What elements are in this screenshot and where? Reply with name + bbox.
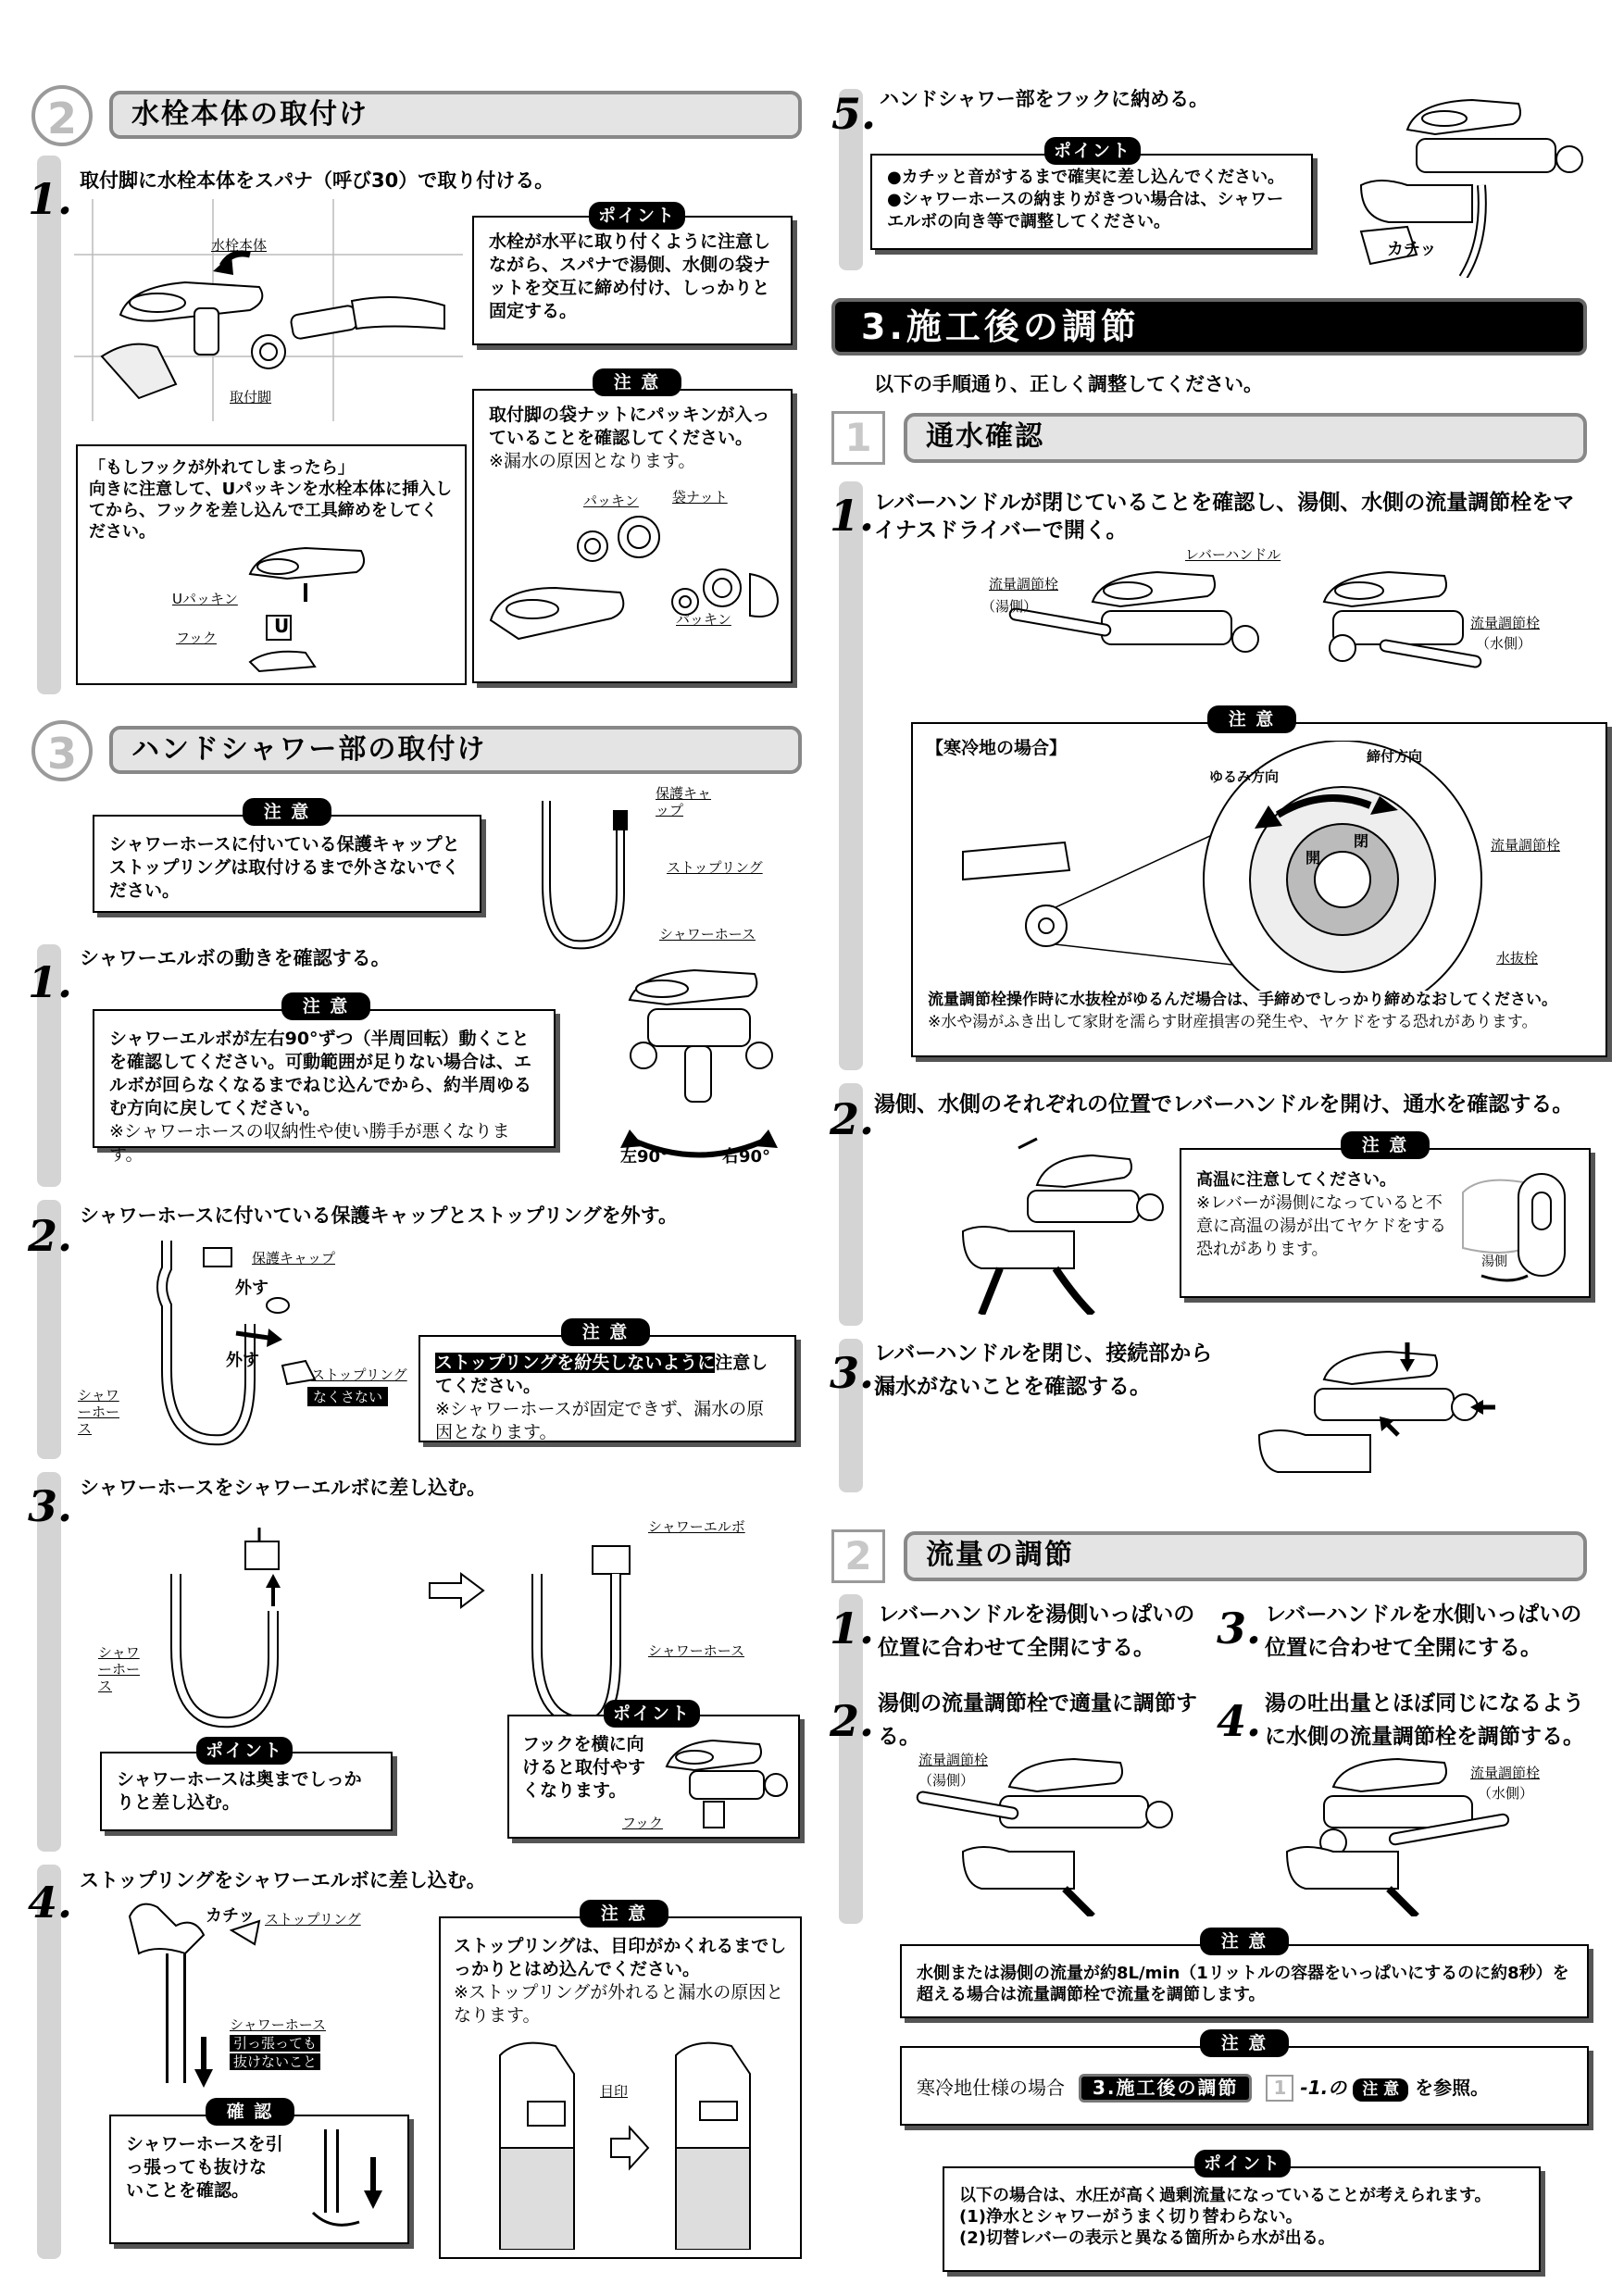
label-click: カチッ	[206, 1906, 256, 1926]
caution-text: 取付脚の袋ナットにパッキンが入っていることを確認してください。	[489, 405, 770, 448]
hook-side-illustration	[657, 1729, 796, 1831]
step5-point-box	[870, 154, 1313, 250]
elbow-rotation-illustration	[593, 954, 806, 1167]
step-text: 湯の吐出量とほぼ同じになるように水側の流量調節栓を調節する。	[1265, 1691, 1584, 1749]
label-hot-side: （湯側）	[981, 598, 1038, 615]
lever-hot-illustration	[1444, 1155, 1583, 1294]
sec3-caution-text: シャワーホースに付いている保護キャップとストップリングは取付けるまで外さないでください。	[109, 834, 460, 901]
label-left-90: 左90°	[620, 1147, 669, 1167]
shower-hose-illustration	[537, 792, 657, 958]
step-number: 3.	[28, 1481, 73, 1531]
point-tag: ポイント	[1044, 137, 1141, 165]
ref-pre: 寒冷地仕様の場合	[917, 2077, 1065, 2099]
label-protective-cap: 保護キャップ	[656, 785, 712, 818]
step-text: ハンドシャワー部をフックに納める。	[880, 88, 1209, 110]
label-faucet-body: 水栓本体	[211, 237, 268, 254]
sec3-caution-box	[93, 815, 481, 913]
step-text: レバーハンドルを湯側いっぱいの位置に合わせて全開にする。	[878, 1603, 1195, 1660]
label-right-90: 右90°	[722, 1147, 771, 1167]
hook-illustration	[231, 537, 380, 676]
caution-highlight: ストップリングを紛失しないように	[435, 1353, 716, 1373]
label-do-not-lose: なくさない	[307, 1387, 388, 1406]
water-flow-illustration	[944, 1129, 1167, 1315]
step-number: 2.	[830, 1094, 875, 1144]
sub2-title: 流量の調節	[904, 1531, 1587, 1581]
label-u-packing: Uパッキン	[172, 591, 238, 607]
label-mounting-leg: 取付脚	[230, 389, 272, 406]
open-valves-illustration	[991, 555, 1491, 694]
sub1-title: 通水確認	[904, 413, 1587, 463]
label-shower-elbow: シャワーエルボ	[648, 1518, 745, 1535]
label-stop-ring: ストップリング	[265, 1911, 361, 1928]
section-2-title: 水栓本体の取付け	[109, 91, 802, 139]
step-bar	[839, 481, 863, 1070]
pull-hose-illustration	[294, 2129, 396, 2239]
label-valve-hot: 流量調節栓	[989, 576, 1059, 593]
label-packing-1: パッキン	[583, 493, 639, 509]
point-tag: ポイント	[1194, 2150, 1291, 2177]
label-bag-nut: 袋ナット	[672, 489, 728, 505]
step-text: ストップリングをシャワーエルボに差し込む。	[80, 1869, 486, 1891]
confirm-text: シャワーホースを引っ張っても抜けないことを確認。	[126, 2134, 283, 2201]
caution-note: ※ストップリングが外れると漏水の原因となります。	[454, 1982, 784, 2026]
step-text: 取付脚に水栓本体をスパナ（呼び30）で取り付ける。	[80, 169, 555, 192]
label-stop-ring: ストップリング	[311, 1366, 407, 1383]
label-stop-ring: ストップリング	[667, 859, 763, 876]
step-text: シャワーホースに付いている保護キャップとストップリングを外す。	[80, 1204, 678, 1227]
ref-num: 1	[1266, 2075, 1293, 2102]
hook-title: 「もしフックが外れてしまったら」	[89, 458, 355, 478]
label-hot-side: （湯側）	[918, 1772, 975, 1789]
point-tag: ポイント	[604, 1700, 700, 1728]
label-lever-handle: レバーハンドル	[1185, 546, 1281, 563]
label-hook: フック	[176, 630, 217, 646]
packing-illustration	[481, 500, 787, 676]
ref-title: 3.施工後の調節	[1079, 2074, 1253, 2103]
ref-badge: 注 意	[1353, 2078, 1408, 2102]
insert-hose-illustration	[157, 1518, 343, 1731]
label-packing-2: パッキン	[676, 611, 731, 628]
step-text: レバーハンドルが閉じていることを確認し、湯側、水側の流量調節栓をマイナスドライバーで開く。	[874, 491, 1575, 543]
step-number: 4.	[1217, 1696, 1262, 1746]
sub1-number: 1	[831, 411, 885, 465]
label-valve-hot: 流量調節栓	[918, 1752, 989, 1768]
step-number: 1.	[28, 174, 73, 224]
step-text: シャワーエルボの動きを確認する。	[80, 947, 391, 969]
label-remove-2: 外す	[226, 1351, 259, 1370]
cold-note: ※水や湯がふき出して家財を濡らす財産損害の発生や、ヤケドをする恐れがあります。	[928, 1013, 1538, 1031]
point-text-2: ●シャワーホースの納まりがきつい場合は、シャワーエルボの向き等で調整してください。	[887, 190, 1284, 231]
step-text: 湯側、水側のそれぞれの位置でレバーハンドルを開け、通水を確認する。	[874, 1092, 1574, 1117]
point-tag: ポイント	[589, 202, 685, 230]
intro-text: 以下の手順通り、正しく調整してください。	[874, 373, 1263, 395]
cold-text: 流量調節栓操作時に水抜栓がゆるんだ場合は、手締めでしっかり締めなおしてください。	[928, 991, 1557, 1009]
label-pull-1: 引っ張っても	[230, 2035, 320, 2052]
label-loosen: ゆるみ方向	[1209, 768, 1280, 785]
u-mark: U	[274, 615, 290, 637]
label-valve: 流量調節栓	[1491, 837, 1561, 854]
section-3-number: 3	[31, 720, 93, 781]
caution-tag: 注 意	[1207, 705, 1296, 733]
final-text-3: (2)切替レバーの表示と異なる箇所から水が出る。	[959, 2228, 1335, 2248]
label-open: 開	[1305, 849, 1321, 867]
main-section-title: 3.施工後の調節	[831, 298, 1587, 356]
hook-stow-illustration	[1333, 93, 1593, 278]
section-2-number: 2	[31, 85, 93, 146]
confirm-tag: 確 認	[206, 2098, 294, 2126]
label-hot: 湯側	[1481, 1254, 1507, 1269]
hot-note: ※レバーが湯側になっていると不意に高温の湯が出てヤケドをする恐れがあります。	[1196, 1193, 1446, 1259]
label-shower-hose: シャワーホース	[230, 2016, 326, 2033]
label-protective-cap: 保護キャップ	[252, 1250, 336, 1267]
step-text: レバーハンドルを水側いっぱいの位置に合わせて全開にする。	[1265, 1603, 1582, 1660]
label-cold-side: （水側）	[1476, 635, 1532, 652]
caution-tag: 注 意	[1341, 1131, 1430, 1159]
label-pull-2: 抜けないこと	[230, 2053, 320, 2070]
step-number: 1.	[830, 491, 875, 541]
step-number: 1.	[28, 957, 73, 1007]
step-number: 4.	[28, 1878, 73, 1928]
caution-tag: 注 意	[580, 1900, 668, 1928]
step-number: 3.	[830, 1348, 875, 1398]
step-bar	[37, 156, 61, 694]
caution-text: 注意してください。	[435, 1353, 768, 1396]
label-shower-hose: シャワーホース	[648, 1642, 744, 1659]
cold-title: 【寒冷地の場合】	[926, 738, 1068, 758]
label-valve-cold: 流量調節栓	[1470, 1765, 1541, 1781]
step-number: 2.	[28, 1211, 73, 1261]
ref-post: を参照。	[1415, 2077, 1490, 2099]
section-3-title: ハンドシャワー部の取付け	[109, 726, 802, 774]
final-text-2: (1)浄水とシャワーがうまく切り替わらない。	[959, 2207, 1303, 2227]
point-text: シャワーホースは奥までしっかりと差し込む。	[117, 1769, 362, 1813]
label-shower-hose: シャワーホース	[78, 1387, 120, 1437]
caution-tag: 注 意	[1200, 1928, 1289, 1955]
flow-text: 水側または湯側の流量が約8L/min（1リットルの容器をいっぱいにするのに約8秒）を超える場合は流量調節栓で流量を調節します。	[917, 1964, 1569, 2004]
label-shower-hose: シャワーホース	[98, 1644, 141, 1694]
step-text: レバーハンドルを閉じ、接続部から漏水がないことを確認する。	[874, 1341, 1213, 1399]
sec3-caution-tag: 注 意	[243, 798, 331, 826]
caution-note: ※シャワーホースの収納性や使い勝手が悪くなります。	[109, 1121, 510, 1165]
flow-caution-box	[900, 1944, 1589, 2018]
point-text-1: ●カチッと音がするまで確実に差し込んでください。	[887, 168, 1285, 187]
caution-text: シャワーエルボが左右90°ずつ（半周回転）動くことを確認してください。可動範囲が足りない場合は、エルボが回らなくなるまでねじ込んでから、約半周ゆるむ方向に戻してください。	[109, 1029, 532, 1118]
label-hook: フック	[622, 1815, 663, 1831]
step-number: 2.	[830, 1696, 875, 1746]
caution-tag: 注 意	[281, 992, 370, 1020]
faucet-install-illustration	[74, 199, 463, 421]
arrow-right	[428, 1572, 485, 1609]
point-text: フックを横に向けると取付やすくなります。	[522, 1734, 646, 1801]
hot-text: 高温に注意してください。	[1196, 1170, 1396, 1190]
step-number: 1.	[830, 1603, 875, 1653]
label-cold-side: （水側）	[1478, 1785, 1534, 1802]
step-number: 5.	[831, 89, 877, 139]
label-drain: 水抜栓	[1496, 950, 1539, 967]
step-text: 湯側の流量調節栓で適量に調節する。	[878, 1691, 1197, 1749]
point-box	[472, 216, 793, 345]
caution-tag: 注 意	[561, 1318, 650, 1346]
final-point-box	[943, 2166, 1541, 2272]
caution-tag: 注 意	[1200, 2029, 1289, 2057]
step-number: 3.	[1217, 1603, 1262, 1653]
caution-text: ストップリングは、目印がかくれるまでしっかりとはめ込んでください。	[454, 1936, 787, 1979]
label-tighten: 締付方向	[1367, 748, 1423, 765]
final-text-1: 以下の場合は、水圧が高く過剰流量になっていることが考えられます。	[959, 2186, 1492, 2205]
point-text: 水栓が水平に取り付くように注意しながら、スパナで湯側、水側の袋ナットを交互に締め付け、しっかりと固定する。	[489, 231, 771, 321]
ref-mid: -1.の	[1300, 2077, 1347, 2099]
caution-note: ※シャワーホースが固定できず、漏水の原因となります。	[435, 1399, 765, 1442]
sec3-step2-caution-box	[418, 1335, 796, 1442]
label-click: カチッ	[1387, 240, 1437, 259]
point-tag: ポイント	[196, 1737, 293, 1765]
label-mark: 目印	[600, 2083, 629, 2100]
label-valve-cold: 流量調節栓	[1470, 615, 1541, 631]
step-text: シャワーホースをシャワーエルボに差し込む。	[80, 1477, 487, 1499]
reference-box	[900, 2046, 1589, 2126]
label-remove-1: 外す	[235, 1279, 269, 1298]
hook-text: 向きに注意して、Uパッキンを水栓本体に挿入してから、フックを差し込んで工具締めをしてください。	[89, 480, 453, 542]
label-close: 閉	[1354, 832, 1369, 850]
leak-check-illustration	[1250, 1342, 1509, 1491]
caution-tag: 注 意	[593, 368, 681, 396]
sub2-number: 2	[831, 1529, 885, 1583]
caution-note: ※漏水の原因となります。	[489, 451, 696, 471]
label-shower-hose: シャワーホース	[659, 926, 756, 942]
mark-illustration	[463, 2037, 787, 2250]
sec3-step1-caution-box	[93, 1009, 556, 1165]
